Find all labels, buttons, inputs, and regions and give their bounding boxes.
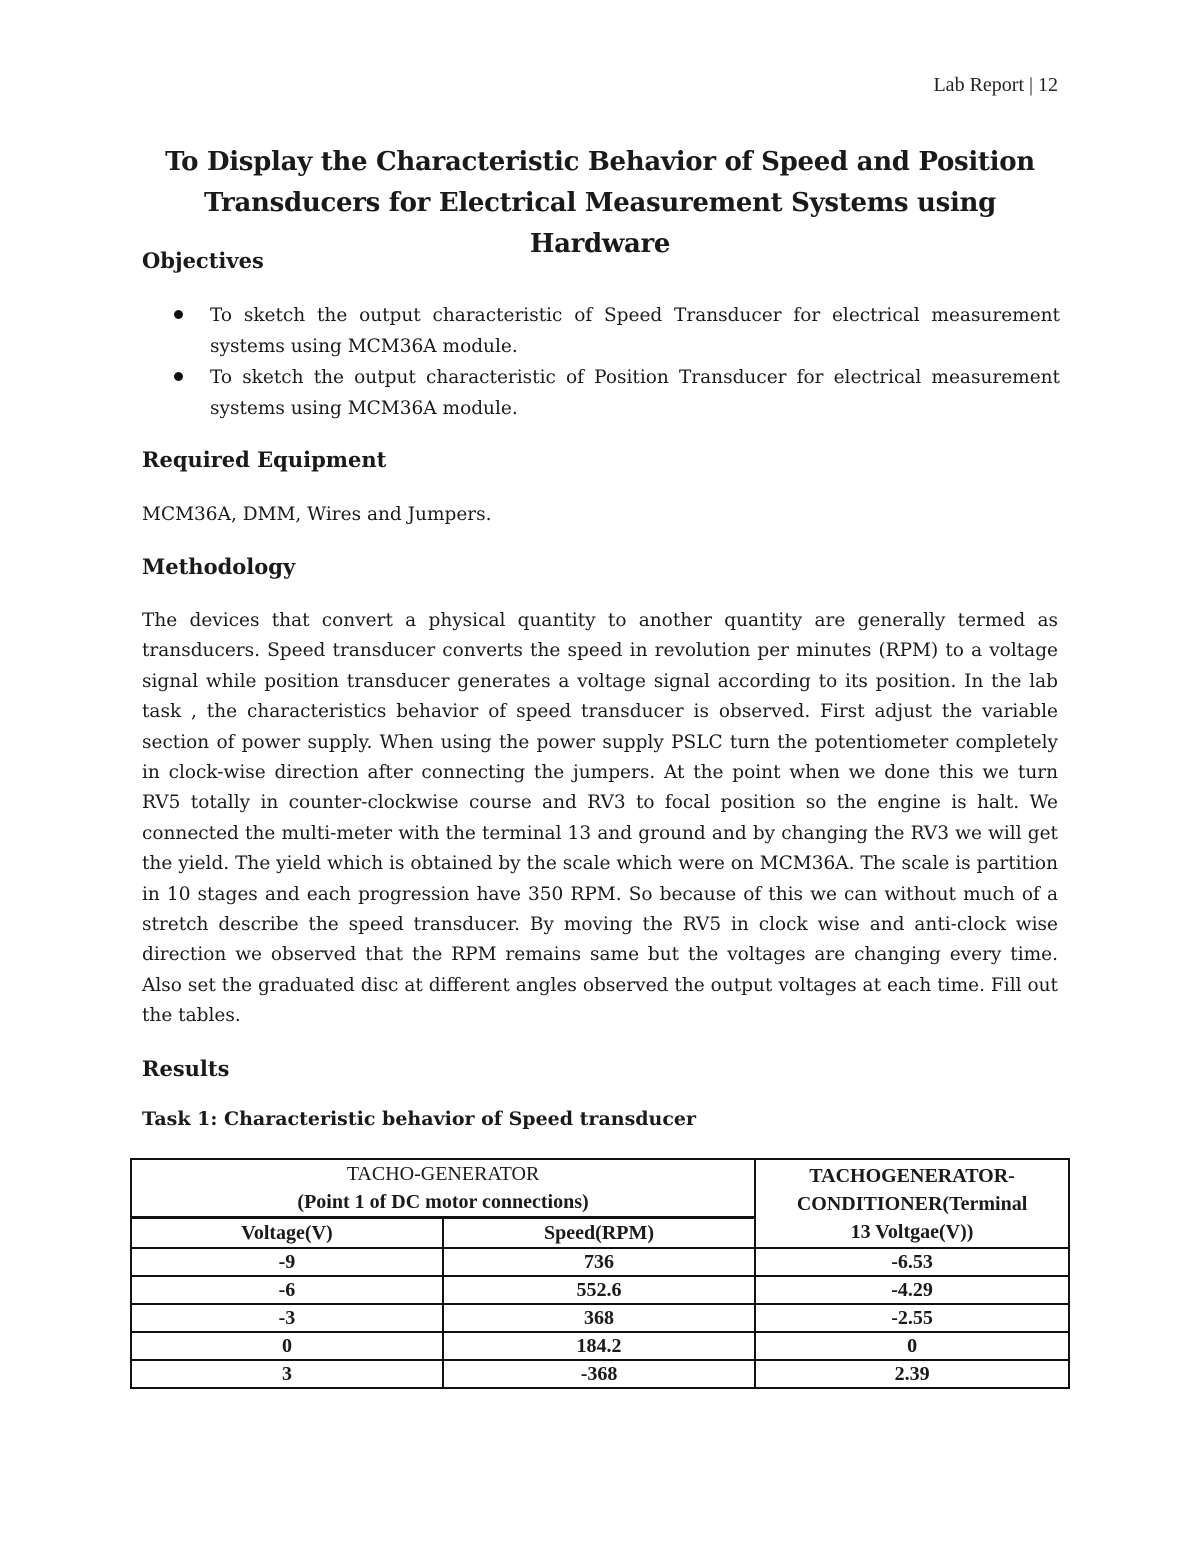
bullet-icon <box>174 372 183 381</box>
objectives-list <box>142 300 1060 424</box>
cell-speed: -368 <box>443 1360 755 1388</box>
table-header-row <box>131 1159 1069 1218</box>
cell-output: -6.53 <box>755 1248 1069 1276</box>
table-row <box>131 1360 1069 1388</box>
cell-output: -2.55 <box>755 1304 1069 1332</box>
bullet-icon <box>174 310 183 319</box>
objective-text-2: To sketch the output characteristic of Position Transducer for electrical measurement systems using MCM36A module. <box>210 367 1060 419</box>
tacho-header-line-1: TACHO-GENERATOR <box>346 1163 540 1185</box>
cell-output: -4.29 <box>755 1276 1069 1304</box>
table-row <box>131 1276 1069 1304</box>
list-item <box>142 300 1060 362</box>
tacho-header-line-2: (Point 1 of DC motor connections) <box>297 1191 589 1213</box>
list-item <box>142 362 1060 424</box>
title-line-1: To Display the Characteristic Behavior of Speed and Position <box>165 147 1035 177</box>
task1-heading: Task 1: Characteristic behavior of Speed transducer <box>142 1108 697 1130</box>
equipment-text: MCM36A, DMM, Wires and Jumpers. <box>142 504 492 525</box>
cell-speed: 552.6 <box>443 1276 755 1304</box>
page-header-label: Lab Report | 12 <box>933 74 1058 96</box>
cell-output: 2.39 <box>755 1360 1069 1388</box>
cell-voltage: 0 <box>131 1332 443 1360</box>
objectives-heading: Objectives <box>142 248 264 273</box>
conditioner-header-line-2: CONDITIONER(Terminal <box>796 1192 1028 1215</box>
conditioner-header <box>755 1159 1069 1248</box>
objective-text-1: To sketch the output characteristic of Speed Transducer for electrical measurement systems using MCM36A module. <box>210 305 1060 357</box>
table-row <box>131 1332 1069 1360</box>
equipment-heading: Required Equipment <box>142 447 387 472</box>
methodology-heading: Methodology <box>142 554 296 579</box>
cell-speed: 184.2 <box>443 1332 755 1360</box>
speed-transducer-table <box>130 1158 1070 1389</box>
tacho-generator-header <box>131 1159 755 1218</box>
cell-voltage: 3 <box>131 1360 443 1388</box>
speed-column-header: Speed(RPM) <box>443 1218 755 1249</box>
conditioner-header-line-1: TACHOGENERATOR- <box>809 1164 1015 1187</box>
cell-voltage: -9 <box>131 1248 443 1276</box>
cell-voltage: -3 <box>131 1304 443 1332</box>
methodology-text: The devices that convert a physical quantity to another quantity are generally termed as transducers. Speed transducer converts the speed in revolution per minutes (RPM) to a voltage signal while position transducer generates a voltage signal according to its position. In the lab task , the characteristics behavior of speed transducer is observed. First adjust the variable section of power supply. When using the power supply PSLC turn the potentiometer completely in clock-wise direction after connecting the jumpers. At the point when we done this we turn RV5 totally in counter-clockwise course and RV3 to focal position so the engine is halt. We connected the multi-meter with the terminal 13 and ground and by changing the RV3 we will get the yield. The yield which is obtained by the scale which were on MCM36A. The scale is partition in 10 stages and each progression have 350 RPM. So because of this we can without much of a stretch describe the speed transducer. By moving the RV5 in clock wise and anti-clock wise direction we observed that the RPM remains same but the voltages are changing every time. Also set the graduated disc at different angles observed the output voltages at each time. Fill out the tables. <box>142 610 1058 1027</box>
table-row <box>131 1248 1069 1276</box>
table-row <box>131 1304 1069 1332</box>
cell-voltage: -6 <box>131 1276 443 1304</box>
results-heading: Results <box>142 1056 230 1081</box>
title-line-2: Transducers for Electrical Measurement Systems using Hardware <box>203 188 997 259</box>
conditioner-header-line-3: 13 Voltgae(V)) <box>850 1220 974 1243</box>
cell-speed: 736 <box>443 1248 755 1276</box>
cell-output: 0 <box>755 1332 1069 1360</box>
voltage-column-header: Voltage(V) <box>131 1218 443 1249</box>
cell-speed: 368 <box>443 1304 755 1332</box>
document-title <box>130 142 1070 265</box>
